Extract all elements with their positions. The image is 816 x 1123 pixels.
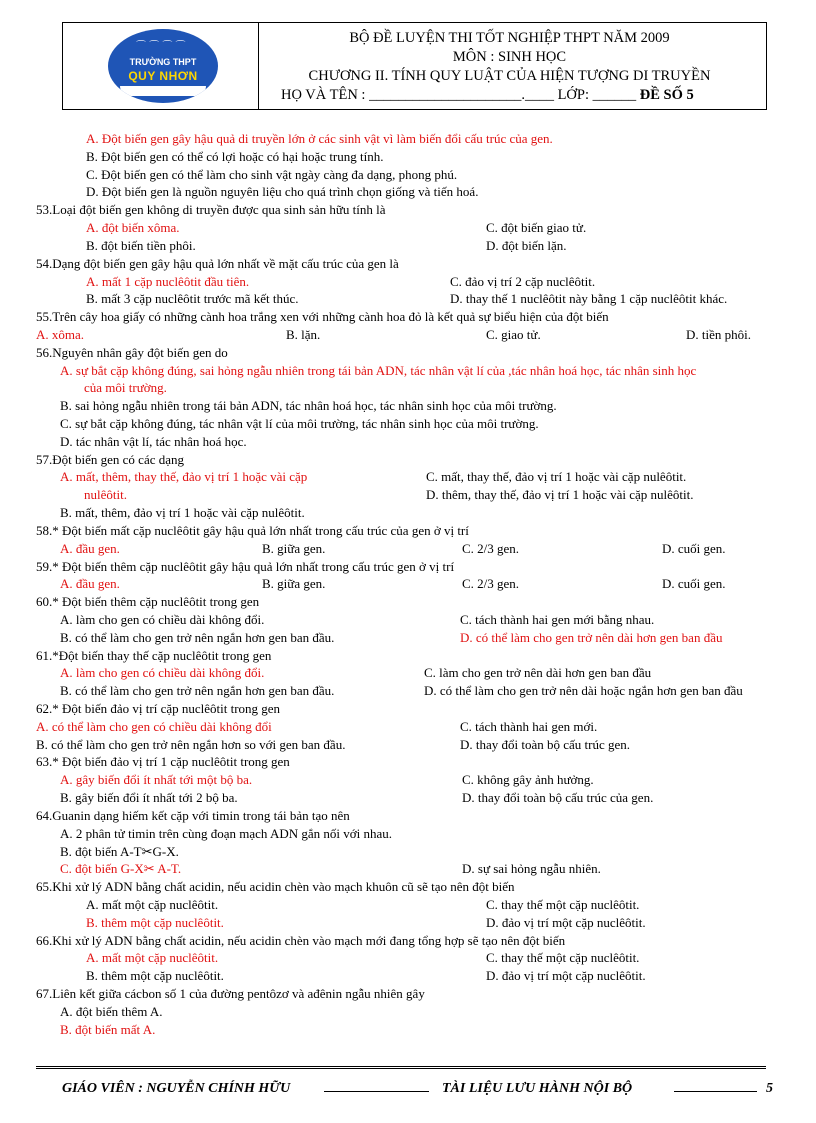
text-line [36,148,796,166]
text-line [36,326,796,344]
text-line [36,273,796,291]
text-line [36,896,796,914]
text-segment: C. mất, thay thế, đảo vị trí 1 hoặc vài cặp nulêôtit. [426,469,687,485]
text-segment: D. thay đổi toàn bộ cấu trúc gen. [460,736,631,752]
footer-rule-1 [324,1091,429,1092]
text-segment: 55.Trên cây hoa giấy có những cành hoa trắng xen với những cành hoa đỏ là kết quả sự biểu hiện của đột biến [36,309,609,325]
text-segment: 59.* Đột biến thêm cặp nuclêôtit gây hậu quả lớn nhất trong cấu trúc gen ở vị trí [36,558,455,574]
answer-highlighted: A. Đột biến gen gây hậu quả di truyền lớn ở các sinh vật vì làm biến đổi cấu trúc của gen. [86,131,553,146]
answer-highlighted: B. đột biến mất A. [60,1021,156,1037]
text-segment: C. đảo vị trí 2 cặp nuclêôtit. [450,273,596,289]
text-line [36,379,796,397]
text-segment: 56.Nguyên nhân gây đột biến gen do [36,344,228,360]
text-line [36,575,796,593]
text-segment: B. lặn. [286,326,321,342]
text-segment: D. tiền phôi. [686,326,751,342]
answer-highlighted: C. đột biến G-X✂ A-T. [60,861,182,877]
text-line [36,255,796,273]
text-segment: D. đảo vị trí một cặp nuclêôtit. [486,968,646,984]
text-segment: B. mất, thêm, đảo vị trí 1 hoặc vài cặp nulêôtit. [60,505,305,521]
book-icon [120,86,206,96]
answer-highlighted: A. đột biến xôma. [86,220,180,236]
text-segment: 62.* Đột biến đảo vị trí cặp nuclêôtit trong gen [36,701,281,716]
page-footer [62,1081,782,1103]
text-line [36,771,796,789]
text-segment: 63.* Đột biến đảo vị trí 1 cặp nuclêôtit trong gen [36,754,290,770]
text-segment: B. gây biến đổi ít nhất tới 2 bộ ba. [60,790,238,806]
text-segment: D. sự sai hỏng ngẫu nhiên. [462,861,601,877]
text-segment: B. đột biến A-T✂G-X. [60,843,179,859]
text-segment: B. giữa gen. [262,576,326,592]
text-segment: 61.*Đột biến thay thế cặp nuclêôtit trong gen [36,647,272,663]
answer-highlighted: A. mất, thêm, thay thế, đảo vị trí 1 hoặc vài cặp [60,469,308,485]
text-line [36,843,796,861]
text-line [36,486,796,504]
text-segment: C. 2/3 gen. [462,540,520,556]
text-line [36,611,796,629]
text-line [36,664,796,682]
text-segment: D. thay đổi toàn bộ cấu trúc của gen. [462,790,654,806]
answer-highlighted: A. có thể làm cho gen có chiều dài không đổi [36,718,272,734]
answer-highlighted: A. đầu gen. [60,576,120,592]
text-line [36,682,796,700]
text-segment: 64.Guanin dạng hiếm kết cặp với timin trong tái bản tạo nên [36,807,350,823]
text-segment: B. sai hỏng ngẫu nhiên trong tái bản ADN, tác nhân hoá học, tác nhân sinh học của môi trường. [60,398,557,414]
answer-highlighted: A. làm cho gen có chiều dài không đổi. [60,665,265,681]
text-segment: D. đột biến lặn. [486,237,567,253]
answer-highlighted: A. sự bắt cặp không đúng, sai hỏng ngẫu nhiên trong tái bản ADN, tác nhân vật lí của ,tác nhân hoá học, tác nhân sinh học [60,362,697,378]
exam-number: ĐỀ SỐ 5 [639,87,694,103]
text-line [36,397,796,415]
answer-highlighted: của môi trường. [84,380,167,396]
text-segment: D. tác nhân vật lí, tác nhân hoá học. [60,433,247,449]
text-line [36,700,796,718]
text-line [36,878,796,896]
text-line [36,860,796,878]
text-line [36,1021,796,1039]
text-line [36,344,796,362]
text-segment: C. tách thành hai gen mới bằng nhau. [460,611,655,627]
text-line [36,451,796,469]
logo-cell [63,23,259,109]
text-segment: A. làm cho gen có chiều dài không đổi. [60,611,265,627]
text-line [36,736,796,754]
text-line [36,130,796,148]
answer-highlighted: A. mất một cặp nuclêôtit. [86,950,219,966]
text-line [36,593,796,611]
teacher-name: GIÁO VIÊN : NGUYỄN CHÍNH HỮU [62,1081,291,1096]
text-line [36,522,796,540]
text-line [36,807,796,825]
text-segment: C. Đột biến gen có thể làm cho sinh vật ngày càng đa dạng, phong phú. [86,166,458,182]
birds-icon: ⌒ ⌒ ⌒ ⌒ [136,41,186,52]
text-segment: 54.Dạng đột biến gen gây hậu quả lớn nhất về mặt cấu trúc của gen là [36,255,399,271]
internal-notice: TÀI LIỆU LƯU HÀNH NỘI BỘ [442,1081,633,1096]
text-line [36,932,796,950]
text-segment: C. thay thế một cặp nuclêôtit. [486,950,640,966]
text-line [36,504,796,522]
answer-highlighted: B. thêm một cặp nuclêôtit. [86,914,224,930]
text-segment: D. cuối gen. [662,576,726,592]
text-line [36,237,796,255]
text-line [36,308,796,326]
footer-separator [36,1066,766,1069]
text-segment: 60.* Đột biến thêm cặp nuclêôtit trong gen [36,594,260,610]
answer-highlighted: A. xôma. [36,326,85,342]
text-segment: B. Đột biến gen có thể có lợi hoặc có hại hoặc trung tính. [86,148,384,164]
text-segment: C. đột biến giao tử. [486,220,587,236]
text-line [36,753,796,771]
text-segment: A. đột biến thêm A. [60,1003,163,1019]
text-segment: C. sự bắt cặp không đúng, tác nhân vật lí của môi trường, tác nhân sinh học của môi trường. [60,416,539,431]
text-segment: 66.Khi xử lý ADN bằng chất acidin, nếu acidin chèn vào mạch mới đang tổng hợp sẽ tạo nên đột biến [36,932,566,948]
logo-line2: QUY NHƠN [128,69,198,83]
answer-highlighted: A. mất 1 cặp nuclêôtit đầu tiên. [86,273,250,289]
text-line [36,789,796,807]
exam-series-title: BỘ ĐỀ LUYỆN THI TỐT NGHIỆP THPT NĂM 2009 [349,30,670,46]
header-box [62,22,767,110]
text-segment: 53.Loại đột biến gen không di truyền được qua sinh sản hữu tính là [36,202,386,218]
answer-highlighted: A. gây biến đổi ít nhất tới một bộ ba. [60,772,253,788]
text-segment: C. thay thế một cặp nuclêôtit. [486,896,640,912]
text-line [36,415,796,433]
text-line [36,166,796,184]
text-segment: D. có thể làm cho gen trở nên dài hoặc ngắn hơn gen ban đầu [424,683,743,699]
text-line [36,183,796,201]
text-segment: B. có thể làm cho gen trở nên ngắn hơn gen ban đầu. [60,629,335,645]
text-segment: C. 2/3 gen. [462,576,520,592]
text-segment: C. làm cho gen trở nên dài hơn gen ban đầu [424,665,652,681]
text-line [36,629,796,647]
text-segment: 58.* Đột biến mất cặp nuclêôtit gây hậu quả lớn nhất trong cấu trúc của gen ở vị trí [36,522,469,538]
question-body [36,130,796,1038]
text-line [36,914,796,932]
text-line [36,718,796,736]
text-line [36,1003,796,1021]
text-segment: D. thêm, thay thế, đảo vị trí 1 hoặc vài cặp nulêôtit. [426,487,694,503]
header-title-block [259,29,760,105]
text-line [36,967,796,985]
text-segment: B. có thể làm cho gen trở nên ngắn hơn gen ban đầu. [60,683,335,699]
text-segment: C. không gây ảnh hưởng. [462,772,594,788]
text-segment: C. giao tử. [486,326,541,342]
text-segment: B. giữa gen. [262,540,326,556]
text-line [36,647,796,665]
text-segment: 57.Đột biến gen có các dạng [36,451,185,467]
text-line [36,433,796,451]
student-info-line [259,86,760,105]
subject-title: MÔN : SINH HỌC [452,49,567,65]
text-segment: B. mất 3 cặp nuclêôtit trước mã kết thúc. [86,291,299,307]
text-segment: 65.Khi xử lý ADN bằng chất acidin, nếu acidin chèn vào mạch khuôn cũ sẽ tạo nên đột biến [36,879,515,895]
text-segment: B. đột biến tiền phôi. [86,237,196,253]
text-line [36,219,796,237]
text-segment: D. thay thế 1 nuclêôtit này bằng 1 cặp nuclêôtit khác. [450,291,728,307]
text-segment: B. có thể làm cho gen trở nên ngắn hơn so với gen ban đầu. [36,736,346,752]
answer-highlighted: D. có thể làm cho gen trở nên dài hơn gen ban đầu [460,629,723,645]
answer-highlighted: A. đầu gen. [60,540,120,556]
text-line [36,825,796,843]
text-line [36,985,796,1003]
text-line [36,468,796,486]
text-segment: D. cuối gen. [662,540,726,556]
text-line [36,362,796,380]
page-number: 5 [766,1081,773,1096]
text-segment: D. Đột biến gen là nguồn nguyên liệu cho quá trình chọn giống và tiến hoá. [86,184,479,200]
footer-rule-2 [674,1091,757,1092]
text-segment: C. tách thành hai gen mới. [460,718,598,734]
logo-line1: TRƯỜNG THPT [129,57,197,67]
text-segment: D. đảo vị trí một cặp nuclêôtit. [486,914,646,930]
text-segment: 67.Liên kết giữa cácbon số 1 của đường pentôzơ và ađênin ngẫu nhiên gây [36,986,425,1001]
text-line [36,540,796,558]
text-segment: A. mất một cặp nuclêôtit. [86,896,219,912]
answer-highlighted: nulêôtit. [84,487,127,503]
name-field-label: HỌ VÀ TÊN : _____________________.____ [281,87,554,103]
text-line [36,949,796,967]
text-segment: B. thêm một cặp nuclêôtit. [86,968,224,984]
text-line [36,290,796,308]
text-line [36,201,796,219]
text-segment: A. 2 phân tử timin trên cùng đoạn mạch ADN gắn nối với nhau. [60,825,393,841]
class-field-label: LỚP: ______ [557,87,637,103]
chapter-title: CHƯƠNG II. TÍNH QUY LUẬT CỦA HIỆN TƯỢNG DI TRUYỀN [308,68,711,84]
school-logo [108,29,218,103]
text-line [36,558,796,576]
